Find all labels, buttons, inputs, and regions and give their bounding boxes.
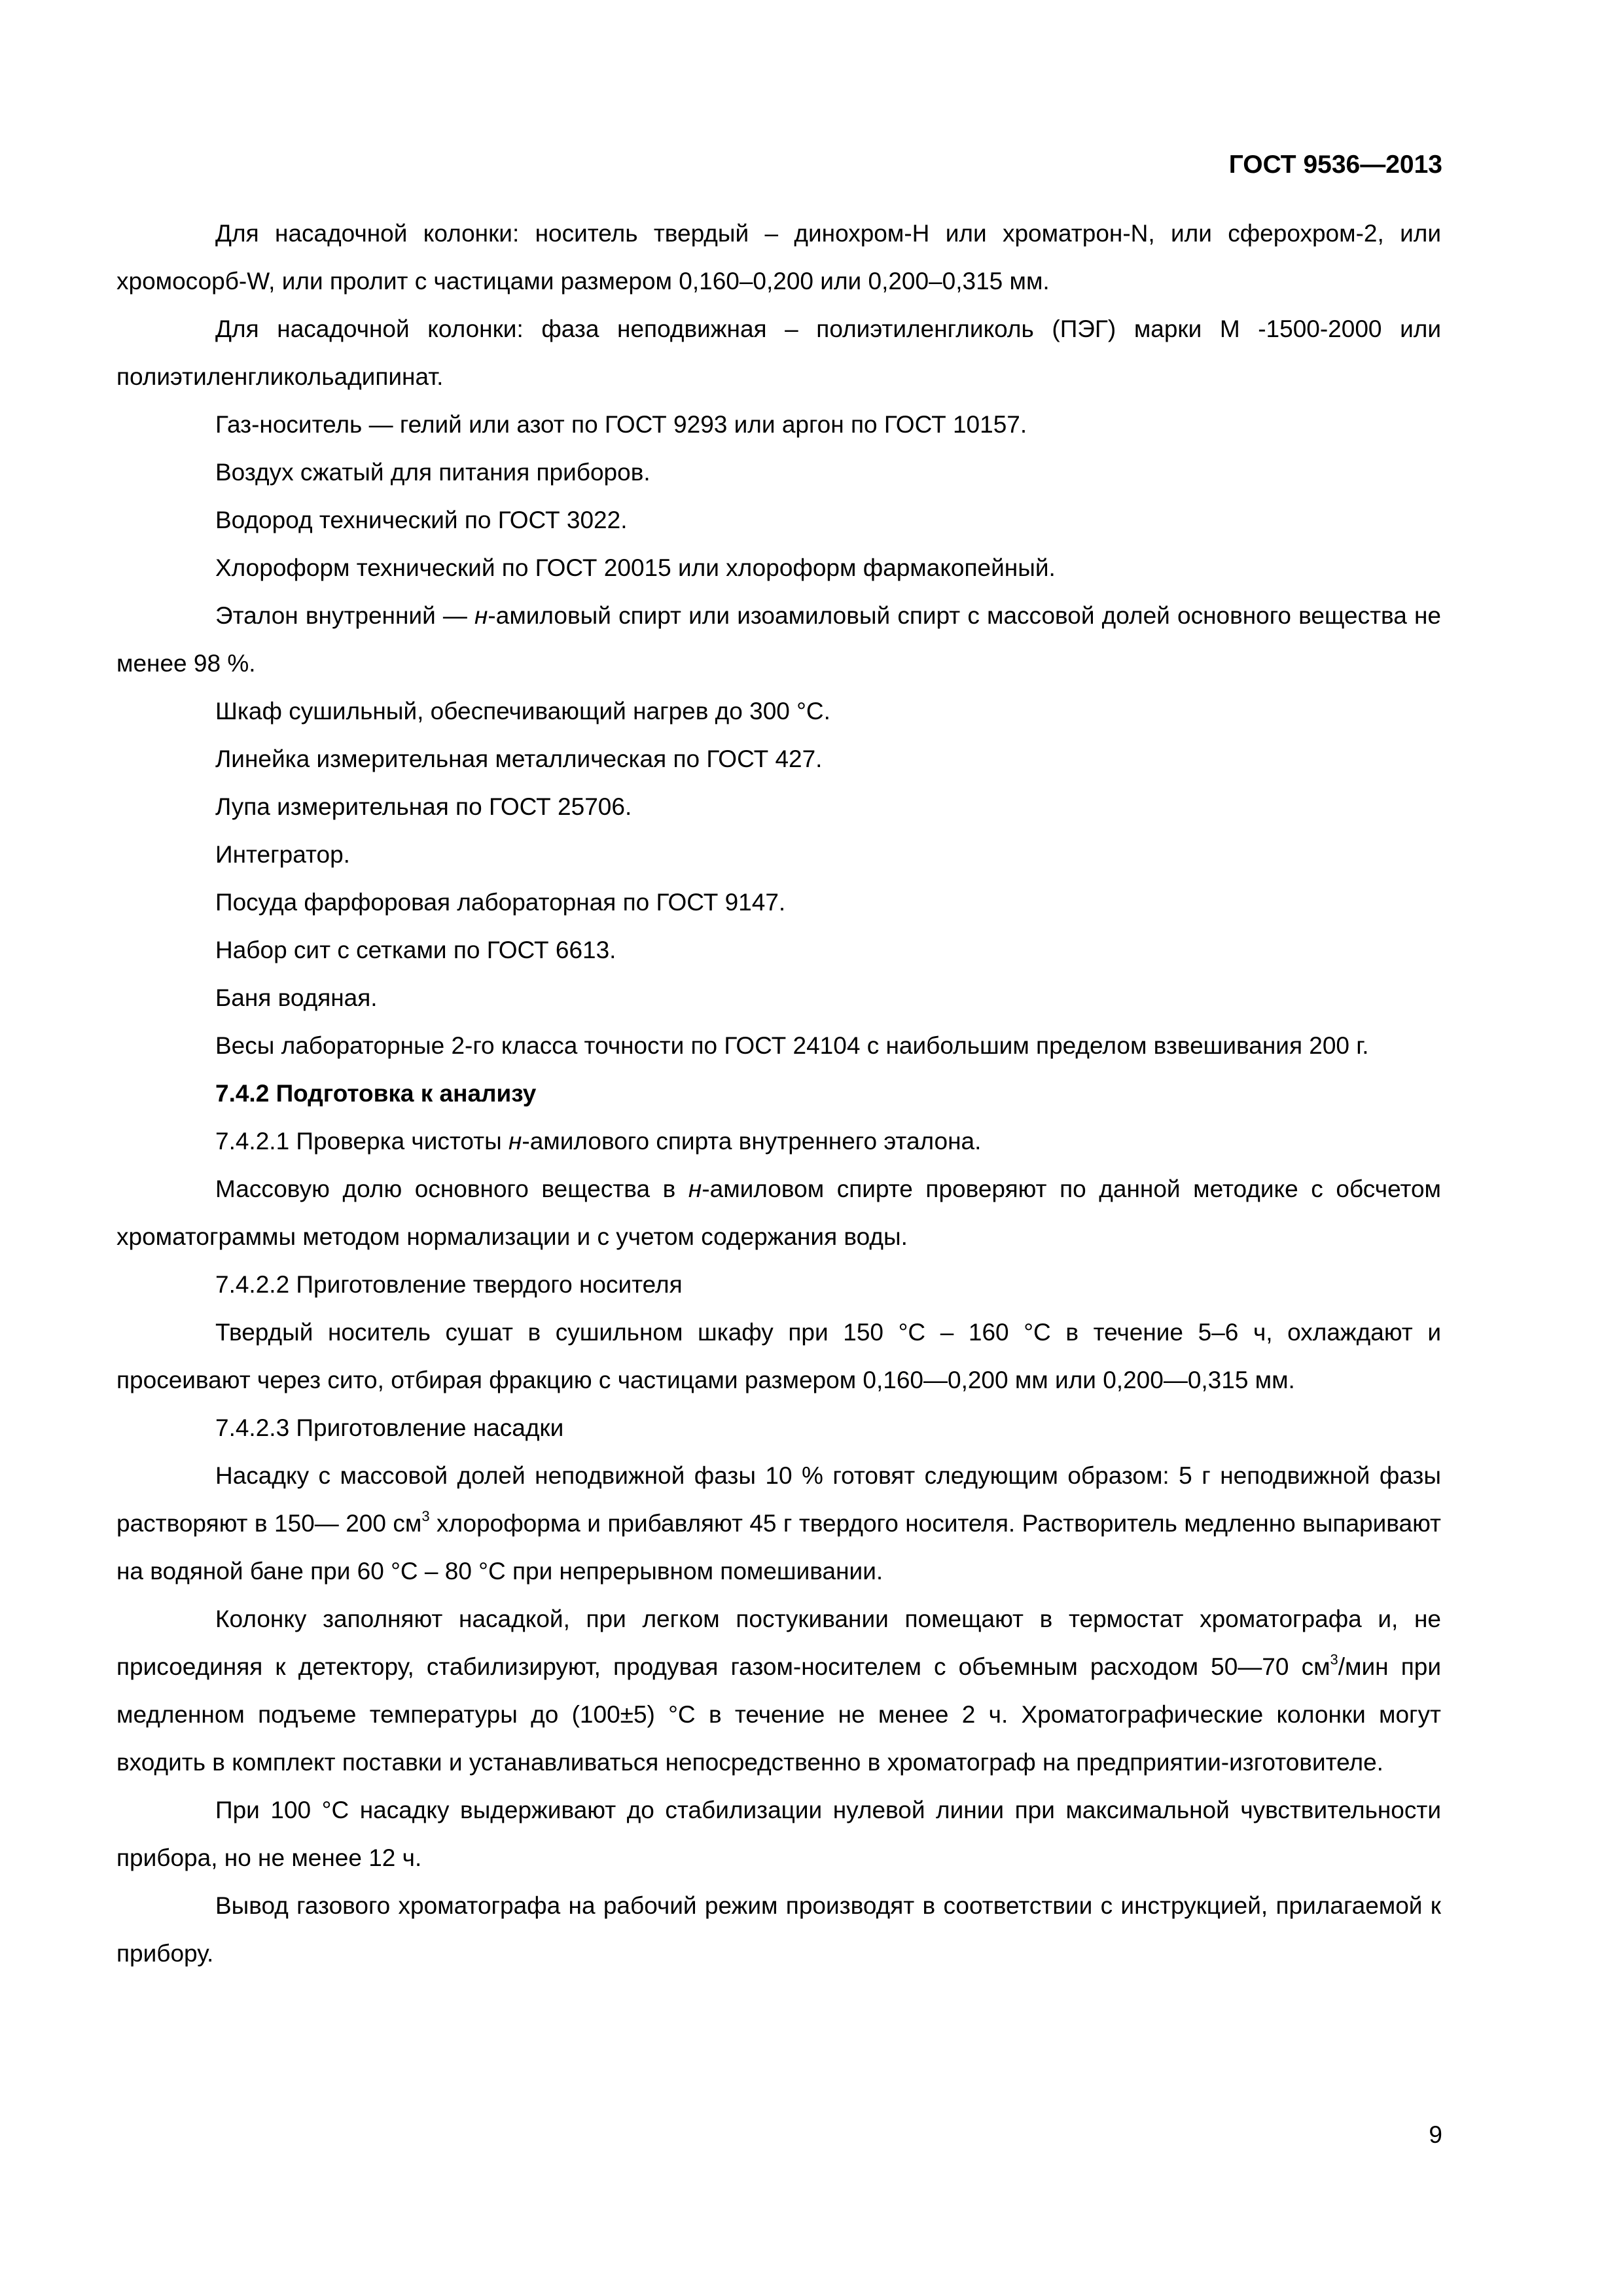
italic-n: н	[474, 602, 488, 629]
text-segment: хлороформа и прибавляют 45 г твердого носителя. Растворитель медленно выпаривают на водяной бане при 60 °С – 80 °С при непрерывном помешивании.	[116, 1510, 1441, 1585]
paragraph-mass-fraction	[116, 1165, 1441, 1261]
text-segment: -амилового спирта внутреннего эталона.	[522, 1128, 982, 1155]
paragraph-hydrogen: Водород технический по ГОСТ 3022.	[215, 507, 628, 533]
paragraph-porcelain: Посуда фарфоровая лабораторная по ГОСТ 9147.	[215, 889, 786, 916]
text-segment: /мин при медленном подъеме температуры до (100±5) °С в течение не менее 2 ч. Хроматографические колонки могут входить в комплект поставки и устанавливаться непосредственно в хроматограф на предприятии-изготовителе.	[116, 1653, 1441, 1776]
paragraph-ruler: Линейка измерительная металлическая по ГОСТ 427.	[215, 745, 823, 772]
paragraph-sieves: Набор сит с сетками по ГОСТ 6613.	[215, 937, 616, 963]
paragraph-chloroform: Хлороформ технический по ГОСТ 20015 или хлороформ фармакопейный.	[215, 554, 1056, 581]
text-segment: -амиловый спирт или изоамиловый спирт с массовой долей основного вещества не менее 98 %.	[116, 602, 1441, 677]
paragraph-scales: Весы лабораторные 2-го класса точности по ГОСТ 24104 с наибольшим пределом взвешивания 200 г.	[215, 1032, 1369, 1059]
paragraph-magnifier: Лупа измерительная по ГОСТ 25706.	[215, 793, 632, 820]
superscript: 3	[1330, 1651, 1338, 1668]
document-body	[116, 209, 1441, 1977]
paragraph-carrier-solid: Для насадочной колонки: носитель твердый – динохром-Н или хроматрон-N, или сферохром-2, или хромосорб-W, или пролит с частицами размером 0,160–0,200 или 0,200–0,315 мм.	[116, 220, 1441, 295]
text-segment: Колонку заполняют насадкой, при легком постукивании помещают в термостат хроматографа и, не присоединяя к детектору, стабилизируют, продувая газом-носителем с объемным расходом 50—70 см	[116, 1605, 1441, 1680]
paragraph-7-4-2-2: 7.4.2.2 Приготовление твердого носителя	[215, 1271, 683, 1298]
text-segment: 7.4.2.1 Проверка чистоты	[215, 1128, 508, 1155]
paragraph-drying-cabinet: Шкаф сушильный, обеспечивающий нагрев до 300 °С.	[215, 698, 830, 725]
paragraph-carrier-gas: Газ-носитель — гелий или азот по ГОСТ 9293 или аргон по ГОСТ 10157.	[215, 411, 1027, 438]
text-segment: Эталон внутренний —	[215, 602, 475, 629]
paragraph-operating-mode: Вывод газового хроматографа на рабочий режим производят в соответствии с инструкцией, прилагаемой к прибору.	[116, 1892, 1441, 1967]
paragraph-solid-carrier-drying: Твердый носитель сушат в сушильном шкафу при 150 °С – 160 °С в течение 5–6 ч, охлаждают и просеивают через сито, отбирая фракцию с частицами размером 0,160—0,200 мм или 0,200—0,315 мм.	[116, 1319, 1441, 1393]
paragraph-packing-preparation	[116, 1452, 1441, 1595]
standard-header: ГОСТ 9536—2013	[1228, 151, 1442, 179]
paragraph-water-bath: Баня водяная.	[215, 984, 378, 1011]
italic-n: н	[688, 1175, 702, 1202]
paragraph-integrator: Интегратор.	[215, 841, 350, 868]
paragraph-column-filling	[116, 1595, 1441, 1786]
page-number: 9	[1429, 2121, 1442, 2148]
italic-n: н	[508, 1128, 522, 1155]
section-heading-7-4-2: 7.4.2 Подготовка к анализу	[215, 1080, 537, 1107]
paragraph-internal-standard	[116, 592, 1441, 687]
paragraph-compressed-air: Воздух сжатый для питания приборов.	[215, 459, 651, 486]
paragraph-stabilization: При 100 °С насадку выдерживают до стабилизации нулевой линии при максимальной чувствительности прибора, но не менее 12 ч.	[116, 1797, 1441, 1871]
superscript: 3	[421, 1508, 430, 1524]
paragraph-stationary-phase: Для насадочной колонки: фаза неподвижная – полиэтиленгликоль (ПЭГ) марки М -1500-2000 или полиэтиленгликольадипинат.	[116, 315, 1441, 390]
paragraph-7-4-2-3: 7.4.2.3 Приготовление насадки	[215, 1414, 564, 1441]
text-segment: -амиловом спирте проверяют по данной методике с обсчетом хроматограммы методом нормализации и с учетом содержания воды.	[116, 1175, 1441, 1250]
paragraph-7-4-2-1	[116, 1117, 1441, 1165]
text-segment: Насадку с массовой долей неподвижной фазы 10 % готовят следующим образом: 5 г неподвижной фазы растворяют в 150— 200 см	[116, 1462, 1441, 1537]
text-segment: Массовую долю основного вещества в	[215, 1175, 688, 1202]
